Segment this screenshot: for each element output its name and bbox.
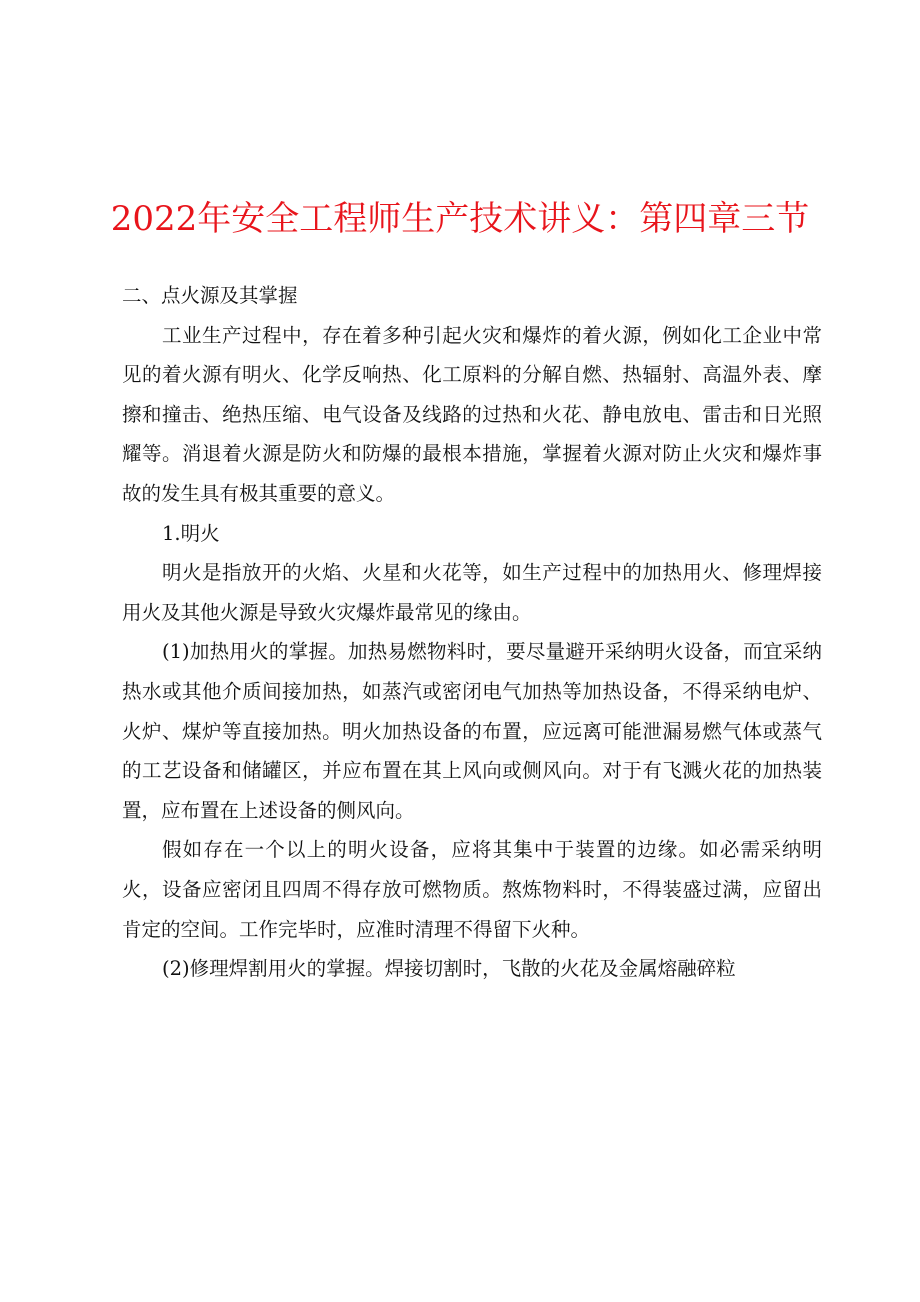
paragraph-heating-control: (1)加热用火的掌握。加热易燃物料时，要尽量避开采纳明火设备，而宜采纳热水或其他介质间接加热，如蒸汽或密闭电气加热等加热设备，不得采纳电炉、火炉、煤炉等直接加热。明火加热设备的布置，应远离可能泄漏易燃气体或蒸气的工艺设备和储罐区，并应布置在其上风向或侧风向。对于有飞溅火花的加热装置，应布置在上述设备的侧风向。 bbox=[122, 640, 822, 822]
subheading-open-flame: 1.明火 bbox=[162, 521, 220, 545]
document-title: 2022年安全工程师生产技术讲义：第四章三节 bbox=[110, 199, 810, 239]
section-heading: 二、点火源及其掌握 bbox=[122, 284, 298, 307]
paragraph-multiple-flame-devices: 假如存在一个以上的明火设备，应将其集中于装置的边缘。如必需采纳明火，设备应密闭且四周不得存放可燃物质。熬炼物料时，不得装盛过满，应留出肯定的空间。工作完毕时，应准时清理不得留下火种。 bbox=[122, 838, 822, 941]
document-body bbox=[122, 276, 822, 989]
paragraph-intro: 工业生产过程中，存在着多种引起火灾和爆炸的着火源，例如化工企业中常见的着火源有明火、化学反响热、化工原料的分解自燃、热辐射、高温外表、摩擦和撞击、绝热压缩、电气设备及线路的过热和火花、静电放电、雷击和日光照耀等。消退着火源是防火和防爆的最根本措施，掌握着火源对防止火灾和爆炸事故的发生具有极其重要的意义。 bbox=[122, 323, 822, 505]
paragraph-open-flame: 明火是指放开的火焰、火星和火花等，如生产过程中的加热用火、修理焊接用火及其他火源是导致火灾爆炸最常见的缘由。 bbox=[122, 561, 822, 624]
paragraph-welding-control: (2)修理焊割用火的掌握。焊接切割时，飞散的火花及金属熔融碎粒 bbox=[162, 957, 736, 981]
